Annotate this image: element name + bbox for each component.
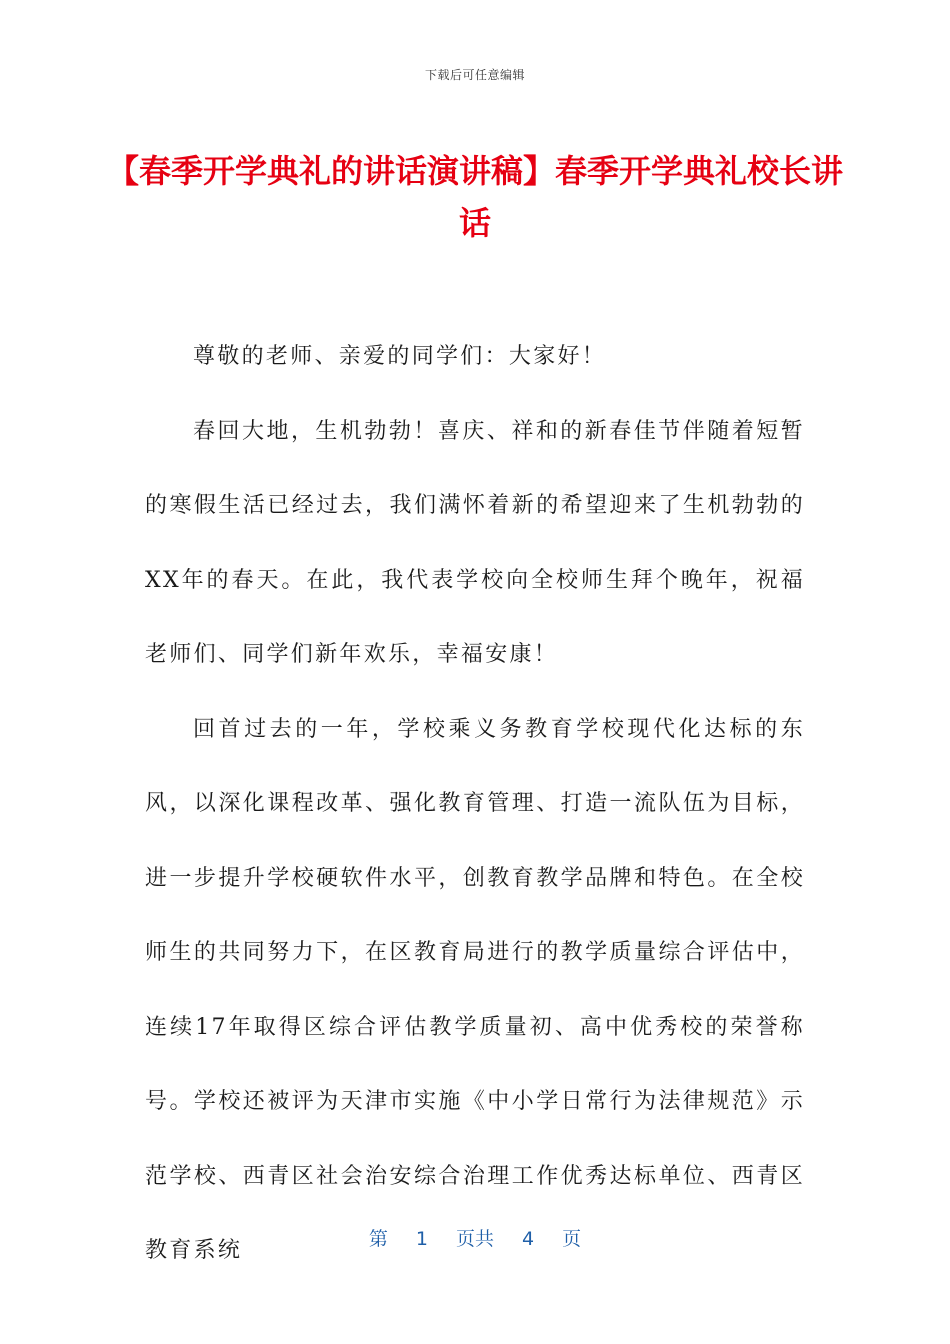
total-pages-number: 4 <box>522 1228 535 1250</box>
document-title: 【春季开学典礼的讲话演讲稿】春季开学典礼校长讲话 <box>106 152 843 242</box>
page-footer <box>0 1224 950 1251</box>
paragraph-spring: 春回大地，生机勃勃！喜庆、祥和的新春佳节伴随着短暂的寒假生活已经过去，我们满怀着新的希望迎来了生机勃勃的XX年的春天。在此，我代表学校向全校师生拜个晚年，祝福老师们、同学们新年欢乐，幸福安康！ <box>145 418 805 667</box>
current-page-number: 1 <box>415 1228 428 1250</box>
paragraph-review: 回首过去的一年，学校乘义务教育学校现代化达标的东风，以深化课程改革、强化教育管理、打造一流队伍为目标，进一步提升学校硬软件水平，创教育教学品牌和特色。在全校师生的共同努力下，在区教育局进行的教学质量综合评估中，连续17年取得区综合评估教学质量初、高中优秀校的荣誉称号。学校还被评为天津市实施《中小学日常行为法律规范》示范学校、西青区社会治安综合治理工作优秀达标单位、西青区教育系统 <box>145 716 805 1263</box>
header-note: 下载后可任意编辑 <box>424 68 525 82</box>
document-body <box>145 320 805 1289</box>
footer-suffix: 页 <box>562 1228 582 1250</box>
footer-prefix: 第 <box>368 1228 388 1250</box>
paragraph-greeting: 尊敬的老师、亲爱的同学们：大家好！ <box>193 344 607 369</box>
footer-middle: 页共 <box>455 1228 494 1250</box>
